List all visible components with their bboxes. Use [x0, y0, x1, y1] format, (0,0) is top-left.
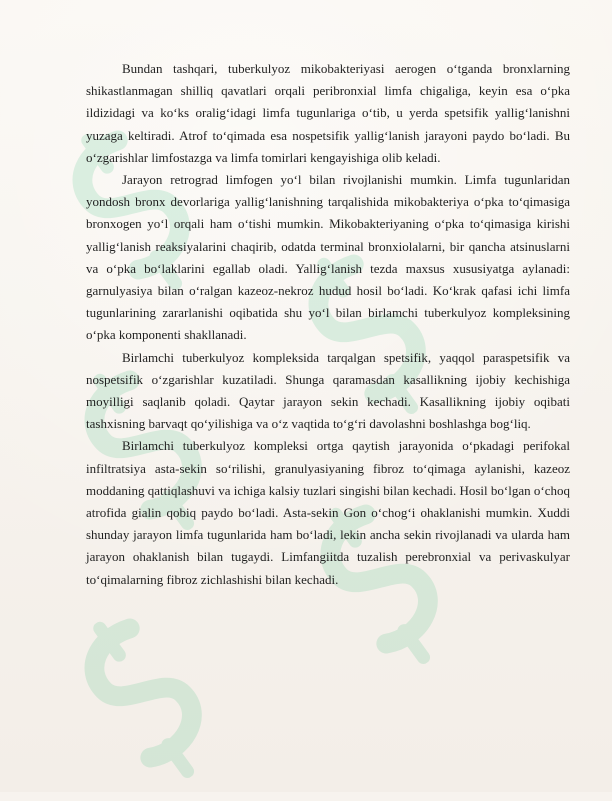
paragraph-2: Jarayon retrograd limfogen yo‘l bilan rivojlanishi mumkin. Limfa tugunlaridan yondosh bronx devorlariga yallig‘lanishning tarqalishida mikobakteriya o‘pka to‘qimasiga bronxogen yo‘l orqali ham o‘tishi mumkin. Mikobakteriyaning o‘pka to‘qimasiga kirishi yallig‘lanish reaksiyalarini chaqirib, odatda terminal bronxiolalarni, bir qancha atsinuslarni va o‘pka bo‘laklarini egallab oladi. Yallig‘lanish tezda maxsus xususiyatga aylanadi: garnulyasiya bilan o‘ralgan kazeoz-nekroz hudud hosil bo‘ladi. Ko‘krak qafasi ichi limfa tugunlarining zararlanishi oqibatida shu yo‘l bilan birlamchi tuberkulyoz kompleksining o‘pka komponenti shakllanadi. — [86, 172, 570, 343]
document-body — [86, 58, 570, 591]
paragraph-3: Birlamchi tuberkulyoz kompleksida tarqalgan spetsifik, yaqqol paraspetsifik va nospetsifik o‘zgarishlar kuzatiladi. Shunga qaramasdan kasallikning ijobiy kechishiga moyilligi saqlanib qoladi. Qaytar jarayon sekin kechadi. Kasallikning ijobiy oqibati tashxisning barvaqt qo‘yilishiga va o‘z vaqtida to‘g‘ri davolashni boshlashga bog‘liq. — [86, 349, 570, 432]
paragraph-4: Birlamchi tuberkulyoz kompleksi ortga qaytish jarayonida o‘pkadagi perifokal infiltratsiya asta-sekin so‘rilishi, granulyasiyaning fibroz to‘qimaga aylanishi, kazeoz moddaning qattiqlashuvi va ichiga kalsiy tuzlari singishi bilan kechadi. Hosil bo‘lgan o‘choq atrofida gialin qobiq paydo bo‘ladi. Asta-sekin Gon o‘chog‘i ohaklanishi mumkin. Xuddi shunday jarayon limfa tugunlarida ham bo‘ladi, lekin ancha sekin rivojlanadi va ularda ham jarayon ohaklanish bilan tugaydi. Limfangiitda tuzalish perebronxial va perivaskulyar to‘qimalarning fibroz zichlashishi bilan kechadi. — [86, 438, 570, 587]
paragraph-1: Bundan tashqari, tuberkulyoz mikobakteriyasi aerogen o‘tganda bronxlarning shikastlanmagan shilliq qavatlari orqali peribronxial limfa chigaliga, keyin esa o‘pka ildizidagi va ko‘ks oralig‘idagi limfa tugunlariga o‘tib, u yerda spetsifik yallig‘lanishni yuzaga keltiradi. Atrof to‘qimada esa nospetsifik yallig‘lanish jarayoni paydo bo‘ladi. Bu o‘zgarishlar limfostazga va limfa tomirlari kengayishiga olib keladi. — [86, 61, 570, 165]
watermark-icon — [52, 591, 247, 801]
